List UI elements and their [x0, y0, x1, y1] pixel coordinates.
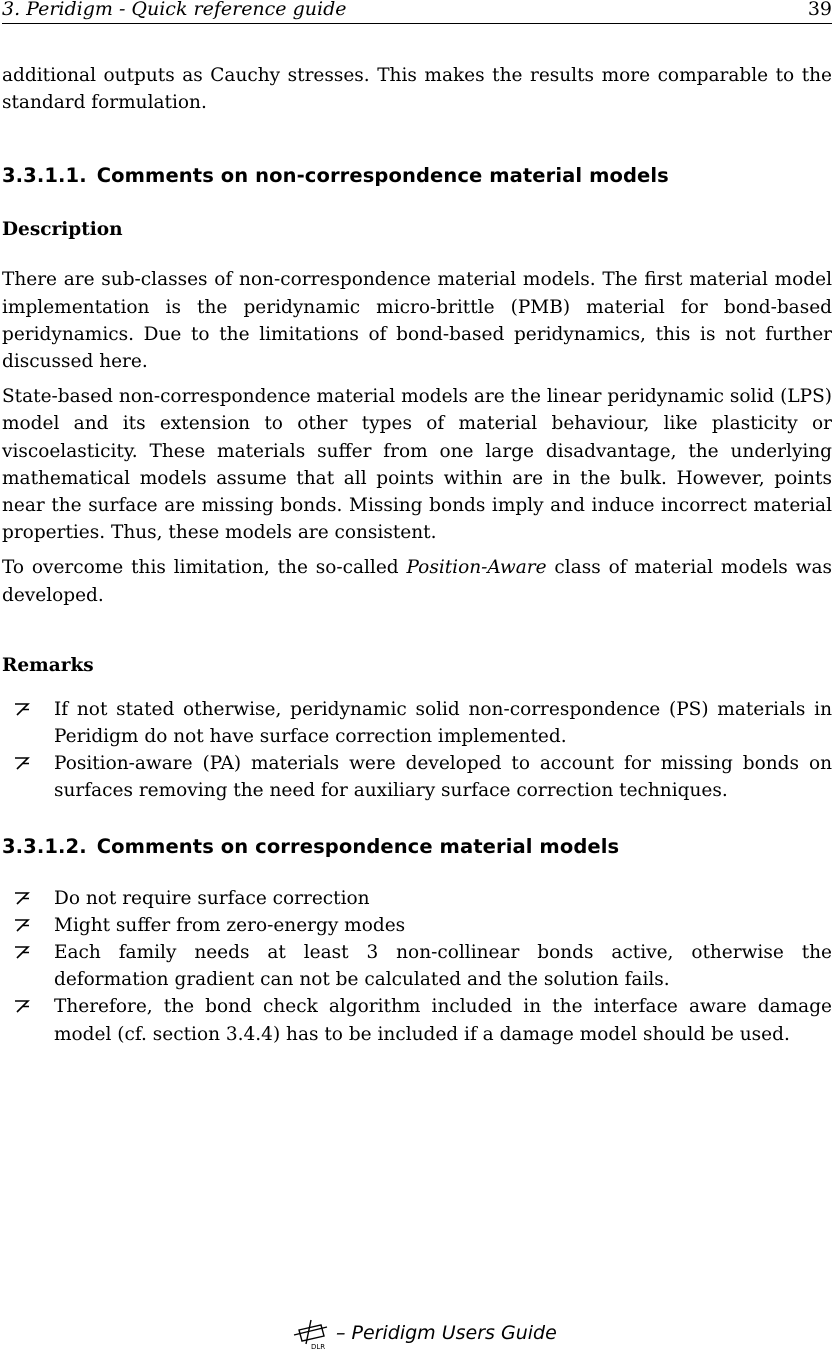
arrow-bullet-icon — [12, 890, 32, 906]
correspondence-list — [2, 885, 832, 1048]
remarks-list — [2, 696, 832, 805]
section-number: 3.3.1.2. — [2, 834, 87, 858]
section-title: Comments on correspondence material models — [96, 834, 620, 858]
description-heading: Description — [2, 219, 123, 241]
arrow-bullet-icon — [12, 998, 32, 1014]
list-item — [2, 912, 832, 939]
arrow-bullet-icon — [12, 701, 32, 717]
arrow-bullet-icon — [12, 917, 32, 933]
para3-text-before: To overcome this limitation, the so-called — [2, 557, 407, 579]
position-aware-term: Position-Aware — [406, 557, 547, 579]
item-text: Might suffer from zero-energy modes — [54, 914, 406, 936]
list-item — [2, 696, 832, 750]
remark-text: If not stated otherwise, peridynamic solid non-correspondence (PS) materials in Peridigm do not have surface correction implemented. — [54, 698, 832, 748]
list-item — [2, 885, 832, 912]
arrow-bullet-icon — [12, 755, 32, 771]
paragraph-pmb: There are sub-classes of non-correspondence material models. The first material model implementation is the peridynamic micro-brittle (PMB) material for bond-based peridynamics. Due to the limitations of bond-based peridynamics, this is not further discussed here. — [2, 269, 832, 373]
logo-label: DLR — [311, 1343, 326, 1350]
para3-text-after: class of material models was developed. — [2, 557, 832, 606]
remark-text: Position-aware (PA) materials were developed to account for missing bonds on surfaces removing the need for auxiliary surface correction techniques. — [54, 753, 832, 802]
page-content — [2, 62, 832, 1048]
paragraph-state-based: State-based non-correspondence material models are the linear peridynamic solid (LPS) model and its extension to other types of material behaviour, like plasticity or viscoelasticity. These materials suffer from one large disadvantage, the underlying mathematical models assume that all points within are in the bulk. However, points near the surface are missing bonds. Missing bonds imply and induce incorrect material properties. Thus, these models are consistent. — [2, 386, 832, 544]
arrow-bullet-icon — [12, 944, 32, 960]
section-heading-correspondence — [2, 835, 832, 859]
footer-text: – Peridigm Users Guide — [336, 1322, 557, 1344]
paragraph-position-aware — [2, 554, 832, 608]
intro-paragraph: additional outputs as Cauchy stresses. This makes the results more comparable to the standard formulation. — [2, 65, 832, 114]
remarks-heading: Remarks — [2, 654, 94, 676]
running-title: 3. Peridigm - Quick reference guide — [2, 0, 347, 20]
page-footer — [0, 1318, 834, 1350]
page-header — [2, 0, 832, 24]
page-number: 39 — [807, 0, 832, 20]
item-text: Do not require surface correction — [54, 887, 370, 909]
list-item — [2, 993, 832, 1047]
item-text: Therefore, the bond check algorithm included in the interface aware damage model (cf. section 3.4.4) has to be included if a damage model should be used. — [54, 996, 832, 1045]
item-text: Each family needs at least 3 non-collinear bonds active, otherwise the deformation gradient can not be calculated and the solution fails. — [54, 942, 832, 991]
list-item — [2, 939, 832, 993]
dlr-logo-icon — [291, 1318, 331, 1350]
section-title: Comments on non-correspondence material models — [96, 164, 669, 188]
list-item — [2, 750, 832, 804]
section-number: 3.3.1.1. — [2, 164, 87, 188]
section-heading-non-correspondence — [2, 164, 832, 188]
